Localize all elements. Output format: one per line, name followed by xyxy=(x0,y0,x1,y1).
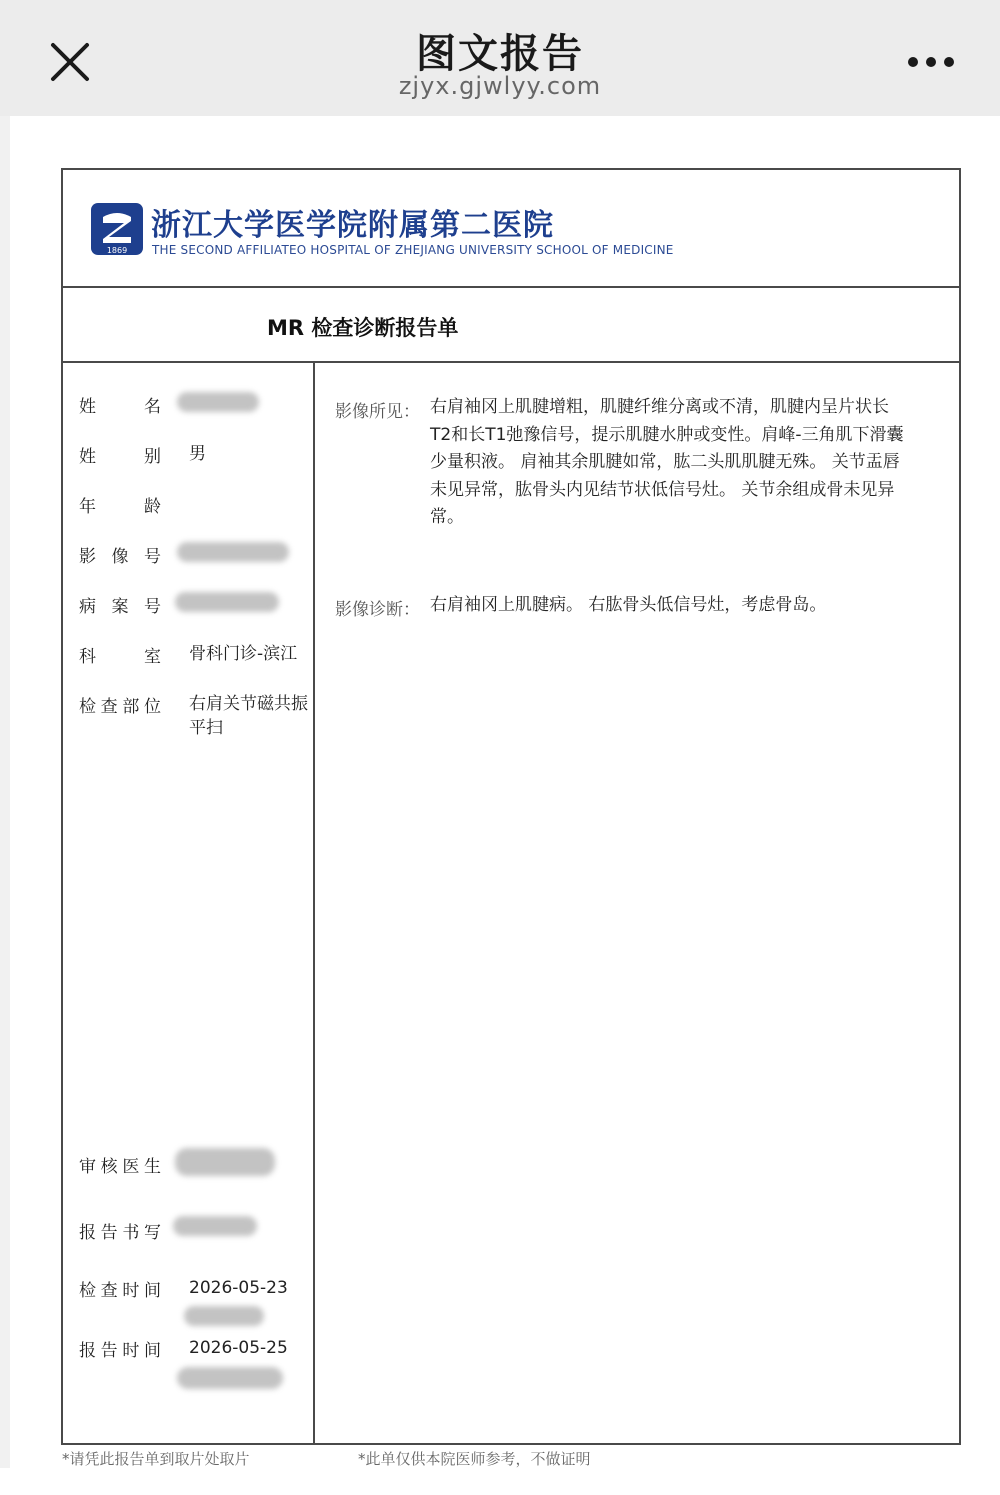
report-title: MR 检查诊断报告单 xyxy=(267,316,459,340)
hospital-logo xyxy=(91,203,143,255)
findings-text: 右肩袖冈上肌腱增粗，肌腱纤维分离或不清，肌腱内呈片状长T2和长T1弛豫信号，提示肌腱水肿或变性。肩峰-三角肌下滑囊少量积液。 肩袖其余肌腱如常，肱二头肌肌腱无殊。 关节盂唇未见异常，肱骨头内见结节状低信号灶。 关节余组成骨未见异常。 xyxy=(430,397,904,527)
report-header xyxy=(63,170,959,288)
field-label: 检 查 时 间 xyxy=(79,1281,161,1301)
field-value: 2026-05-25 xyxy=(189,1338,288,1358)
redacted-mask xyxy=(173,1216,257,1236)
redacted-mask xyxy=(177,542,289,562)
field-label: 姓 别 xyxy=(79,447,161,467)
field-label: 影 像 号 xyxy=(79,547,161,567)
field-label: 检 查 部 位 xyxy=(79,697,161,717)
report-title-row xyxy=(63,288,959,363)
field-label: 病 案 号 xyxy=(79,597,161,617)
redacted-mask xyxy=(175,1148,275,1176)
field-label: 姓 名 xyxy=(79,397,161,417)
hospital-name-en: THE SECOND AFFILIATEO HOSPITAL OF ZHEJIANG UNIVERSITY SCHOOL OF MEDICINE xyxy=(152,243,674,257)
field-value: 右肩关节磁共振平扫 xyxy=(189,694,308,738)
footer-note-right: *此单仅供本院医师参考，不做证明 xyxy=(358,1450,591,1468)
field-label: 报 告 书 写 xyxy=(79,1223,161,1243)
diagnosis-text: 右肩袖冈上肌腱病。 右肱骨头低信号灶，考虑骨岛。 xyxy=(430,595,827,615)
page-title: 图文报告 xyxy=(416,31,584,77)
findings-column xyxy=(315,363,959,1443)
field-label: 审 核 医 生 xyxy=(79,1157,161,1177)
findings-label: 影像所见： xyxy=(335,402,420,422)
patient-info-column xyxy=(63,363,315,1443)
footer-note-left: *请凭此报告单到取片处取片 xyxy=(62,1450,250,1468)
redacted-mask xyxy=(175,592,279,612)
diagnosis-label: 影像诊断： xyxy=(335,600,420,620)
field-value: 男 xyxy=(189,444,206,464)
nav-bar xyxy=(0,0,1000,116)
logo-year: 1869 xyxy=(106,246,128,255)
page-edge xyxy=(0,116,10,1468)
page-url: zjyx.gjwlyy.com xyxy=(398,72,602,100)
field-label: 报 告 时 间 xyxy=(79,1341,161,1361)
field-label: 年 龄 xyxy=(79,497,161,517)
field-value: 2026-05-23 xyxy=(189,1278,288,1298)
redacted-mask xyxy=(177,392,259,412)
redacted-mask xyxy=(177,1367,283,1389)
report-sheet xyxy=(61,168,961,1445)
field-label: 科 室 xyxy=(79,647,161,667)
more-dots-icon[interactable] xyxy=(900,48,960,76)
hospital-name-cn: 浙江大学医学院附属第二医院 xyxy=(151,208,554,243)
redacted-mask xyxy=(184,1306,264,1326)
field-value: 骨科门诊-滨江 xyxy=(189,644,298,664)
